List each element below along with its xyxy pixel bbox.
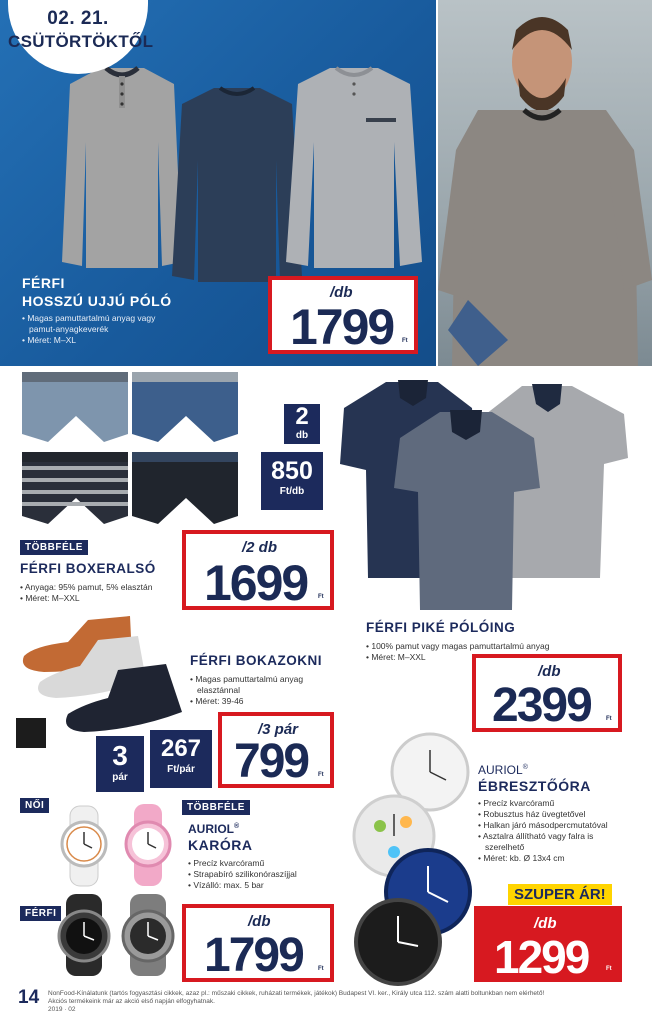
boxer-qty-unit: db	[295, 430, 309, 441]
price-amount: 1799	[290, 299, 394, 355]
boxer-variety-tag: TÖBBFÉLE	[20, 540, 88, 555]
page-number: 14	[18, 987, 40, 1008]
price-currency: Ft	[318, 772, 324, 778]
clock-bullet: • Méret: kb. Ø 13x4 cm	[478, 853, 565, 863]
watch-bullet: • Strapabíró szilikonóraszíjjal	[188, 869, 297, 879]
price-amount: 2399	[492, 679, 591, 732]
watch-title: KARÓRA	[188, 837, 253, 853]
price-unit: /3 pár	[258, 721, 299, 738]
price-currency: Ft	[606, 966, 612, 972]
price-amount: 1799	[204, 929, 303, 982]
boxer-quantity-badge	[284, 404, 320, 444]
date-badge-date: 02. 21.	[47, 8, 109, 29]
price-amount: 1699	[204, 555, 308, 611]
socks-unit-price-badge	[150, 730, 212, 788]
boxer-unit-price-badge	[261, 452, 323, 510]
polo-shirts-image	[336, 378, 632, 610]
clock-brand-reg: ®	[522, 764, 528, 771]
socks-qty-number: 3	[112, 740, 128, 771]
clock-bullets	[478, 798, 608, 864]
clock-bullet: • Robusztus ház üvegtetővel	[478, 809, 586, 819]
watch-bullet: • Vízálló: max. 5 bar	[188, 880, 264, 890]
wristwatches-image	[52, 800, 182, 978]
clock-title: ÉBRESZTŐÓRA	[478, 778, 591, 794]
socks-unit-price-label: Ft/pár	[167, 764, 195, 775]
clock-images	[350, 732, 480, 991]
clock-price-box	[474, 906, 622, 982]
socks-bullet: elasztánnal	[197, 685, 241, 695]
socks-quantity-badge	[96, 736, 144, 792]
price-amount: 799	[234, 735, 309, 788]
hero-title-line1: FÉRFI	[22, 275, 65, 291]
polo-bullet: • 100% pamut vagy magas pamuttartalmú anyag	[366, 641, 550, 651]
clock-bullet: • Asztalra állítható vagy falra is	[478, 831, 594, 841]
polo-bullet: • Méret: M–XXL	[366, 652, 426, 662]
super-price-badge: SZUPER ÁR!	[508, 884, 612, 905]
model-figure-image	[438, 0, 652, 366]
footer-disclaimer	[48, 990, 638, 1014]
price-currency: Ft	[606, 716, 612, 722]
navy-longsleeve-shirt-image	[172, 84, 302, 284]
price-unit: /db	[534, 915, 557, 932]
page-footer	[0, 985, 652, 1024]
socks-bullet: • Magas pamuttartalmú anyag	[190, 674, 304, 684]
clock-brand	[478, 763, 528, 777]
socks-unit-price: 267	[160, 735, 202, 762]
socks-bullet: • Méret: 39-46	[190, 696, 244, 706]
clock-bullet: • Halkan járó másodpercmutatóval	[478, 820, 608, 830]
watch-images	[52, 800, 182, 983]
watch-bullet: • Precíz kvarcóramű	[188, 858, 265, 868]
price-unit: /2 db	[242, 539, 278, 556]
hero-section	[0, 0, 652, 366]
price-unit: /db	[538, 663, 561, 680]
footer-line: 2019 · 02	[48, 1006, 76, 1013]
boxer-shorts-image	[20, 368, 242, 528]
socks-bullets	[190, 674, 303, 707]
price-currency: Ft	[402, 338, 408, 344]
polo-title: FÉRFI PIKÉ PÓLÓING	[366, 620, 516, 635]
watch-brand	[188, 822, 239, 836]
clock-bullet: szerelhető	[485, 842, 525, 852]
hero-bullet: • Méret: M–XL	[22, 335, 76, 345]
boxer-bullet: • Anyaga: 95% pamut, 5% elasztán	[20, 582, 153, 592]
watch-variety-tag: TÖBBFÉLE	[182, 800, 250, 815]
watch-brand-name: AURIOL	[188, 822, 234, 836]
price-unit: /db	[248, 913, 271, 930]
hero-bullet: • Magas pamuttartalmú anyag vagy	[22, 313, 156, 323]
price-currency: Ft	[318, 594, 324, 600]
clock-brand-name: AURIOL	[478, 763, 523, 777]
boxer-unit-price-label: Ft/db	[279, 486, 305, 497]
socks-price-box	[218, 712, 334, 788]
watch-women-tag: NŐI	[20, 798, 49, 813]
price-amount: 1299	[494, 931, 589, 983]
price-currency: Ft	[318, 966, 324, 972]
footer-line: NonFood-Kínálatunk (tartós fogyasztási cikkek, azaz pl.: műszaki cikkek, ruházati termékek, játékok) Budapest VI. ker., Király utca 112. szám alatti boltunkban nem elérhető!	[48, 990, 545, 997]
hero-bullets	[22, 313, 197, 346]
hero-price-box	[268, 276, 418, 354]
boxer-unit-price: 850	[271, 457, 313, 485]
model-photo	[438, 0, 652, 366]
polo-images	[336, 378, 632, 615]
footer-line: Akciós termékeink már az akció első napján elfogyhatnak.	[48, 998, 215, 1005]
price-unit: /db	[330, 284, 353, 301]
clock-bullet: • Precíz kvarcóramű	[478, 798, 555, 808]
boxer-qty-number: 2	[295, 403, 309, 430]
boxer-images	[20, 368, 242, 533]
boxer-price-box	[182, 530, 334, 610]
alarm-clocks-image	[350, 732, 480, 986]
socks-title: FÉRFI BOKAZOKNI	[190, 653, 322, 668]
light-gray-henley-shirt-image	[286, 62, 422, 272]
watch-price-box	[182, 904, 334, 982]
watch-men-tag: FÉRFI	[20, 906, 61, 921]
watch-bullets	[188, 858, 297, 891]
polo-price-box	[472, 654, 622, 732]
boxer-title: FÉRFI BOXERALSÓ	[20, 561, 156, 576]
gray-henley-shirt-image	[62, 62, 182, 272]
hero-title-line2: HOSSZÚ UJJÚ PÓLÓ	[22, 293, 172, 309]
hero-product-title	[22, 274, 172, 310]
socks-qty-unit: pár	[112, 772, 128, 783]
watch-brand-reg: ®	[234, 823, 240, 830]
boxer-bullets	[20, 582, 152, 604]
date-badge-label: CSÜTÖRTÖKTŐL	[8, 32, 154, 51]
boxer-bullet: • Méret: M–XXL	[20, 593, 80, 603]
hero-bullet: pamut-anyagkeverék	[29, 324, 109, 334]
